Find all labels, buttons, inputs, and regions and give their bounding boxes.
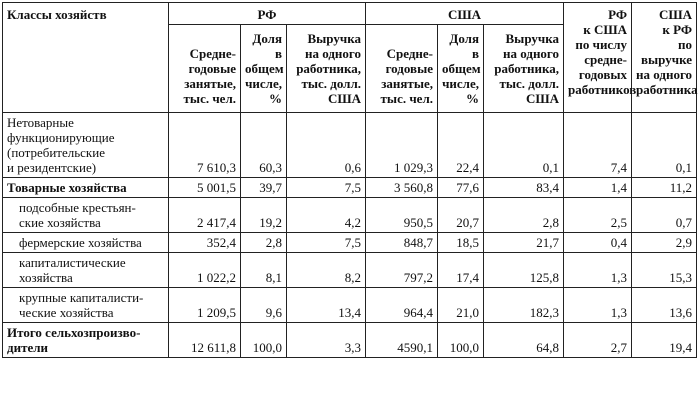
value-cell: 1 029,3	[366, 113, 438, 178]
row-label: капиталистические хозяйства	[3, 253, 169, 288]
value-cell: 182,3	[484, 288, 564, 323]
header-rf-to-usa: РФ к США по числу средне- годовых работников	[564, 3, 632, 113]
value-cell: 2,9	[632, 233, 697, 253]
value-cell: 1 209,5	[169, 288, 241, 323]
value-cell: 3 560,8	[366, 178, 438, 198]
value-cell: 848,7	[366, 233, 438, 253]
value-cell: 9,6	[241, 288, 287, 323]
value-cell: 125,8	[484, 253, 564, 288]
value-cell: 7,5	[287, 233, 366, 253]
value-cell: 950,5	[366, 198, 438, 233]
value-cell: 0,4	[564, 233, 632, 253]
value-cell: 83,4	[484, 178, 564, 198]
value-cell: 100,0	[438, 323, 484, 358]
value-cell: 7 610,3	[169, 113, 241, 178]
table-body	[3, 113, 697, 358]
subheader-rf-share: Доля в общем числе, %	[241, 25, 287, 113]
value-cell: 12 611,8	[169, 323, 241, 358]
value-cell: 13,4	[287, 288, 366, 323]
value-cell: 3,3	[287, 323, 366, 358]
header-classes: Классы хозяйств	[3, 3, 169, 113]
value-cell: 2,5	[564, 198, 632, 233]
subheader-rf-employed: Средне- годовые занятые, тыс. чел.	[169, 25, 241, 113]
value-cell: 2,8	[241, 233, 287, 253]
value-cell: 1,4	[564, 178, 632, 198]
value-cell: 0,1	[484, 113, 564, 178]
table-row	[3, 113, 697, 178]
value-cell: 0,7	[632, 198, 697, 233]
subheader-usa-employed: Средне- годовые занятые, тыс. чел.	[366, 25, 438, 113]
subheader-usa-revenue: Выручка на одного работника, тыс. долл. США	[484, 25, 564, 113]
header-usa: США	[366, 3, 564, 25]
value-cell: 22,4	[438, 113, 484, 178]
value-cell: 13,6	[632, 288, 697, 323]
value-cell: 7,4	[564, 113, 632, 178]
row-label: Итого сельхозпроизво- дители	[3, 323, 169, 358]
value-cell: 2 417,4	[169, 198, 241, 233]
value-cell: 4590,1	[366, 323, 438, 358]
value-cell: 964,4	[366, 288, 438, 323]
value-cell: 8,1	[241, 253, 287, 288]
table-row	[3, 233, 697, 253]
row-label: крупные капиталисти- ческие хозяйства	[3, 288, 169, 323]
row-label: Товарные хозяйства	[3, 178, 169, 198]
value-cell: 1,3	[564, 253, 632, 288]
value-cell: 77,6	[438, 178, 484, 198]
value-cell: 2,7	[564, 323, 632, 358]
value-cell: 100,0	[241, 323, 287, 358]
value-cell: 17,4	[438, 253, 484, 288]
row-label: фермерские хозяйства	[3, 233, 169, 253]
value-cell: 1,3	[564, 288, 632, 323]
table-row	[3, 198, 697, 233]
header-row	[3, 3, 697, 25]
header-usa-to-rf: США к РФ по выручке на одного работника	[632, 3, 697, 113]
value-cell: 60,3	[241, 113, 287, 178]
value-cell: 39,7	[241, 178, 287, 198]
value-cell: 0,6	[287, 113, 366, 178]
value-cell: 1 022,2	[169, 253, 241, 288]
table-row	[3, 178, 697, 198]
value-cell: 19,4	[632, 323, 697, 358]
value-cell: 797,2	[366, 253, 438, 288]
value-cell: 0,1	[632, 113, 697, 178]
table-row	[3, 323, 697, 358]
value-cell: 5 001,5	[169, 178, 241, 198]
value-cell: 8,2	[287, 253, 366, 288]
value-cell: 21,0	[438, 288, 484, 323]
value-cell: 64,8	[484, 323, 564, 358]
value-cell: 21,7	[484, 233, 564, 253]
data-table	[2, 2, 697, 358]
subheader-rf-revenue: Выручка на одного работника, тыс. долл. США	[287, 25, 366, 113]
value-cell: 4,2	[287, 198, 366, 233]
value-cell: 15,3	[632, 253, 697, 288]
subheader-usa-share: Доля в общем числе, %	[438, 25, 484, 113]
table-row	[3, 288, 697, 323]
row-label: подсобные крестьян- ские хозяйства	[3, 198, 169, 233]
value-cell: 20,7	[438, 198, 484, 233]
header-rf: РФ	[169, 3, 366, 25]
value-cell: 352,4	[169, 233, 241, 253]
table-row	[3, 253, 697, 288]
value-cell: 19,2	[241, 198, 287, 233]
value-cell: 11,2	[632, 178, 697, 198]
value-cell: 2,8	[484, 198, 564, 233]
value-cell: 7,5	[287, 178, 366, 198]
row-label: Нетоварные функционирующие (потребительские и резидентские)	[3, 113, 169, 178]
value-cell: 18,5	[438, 233, 484, 253]
